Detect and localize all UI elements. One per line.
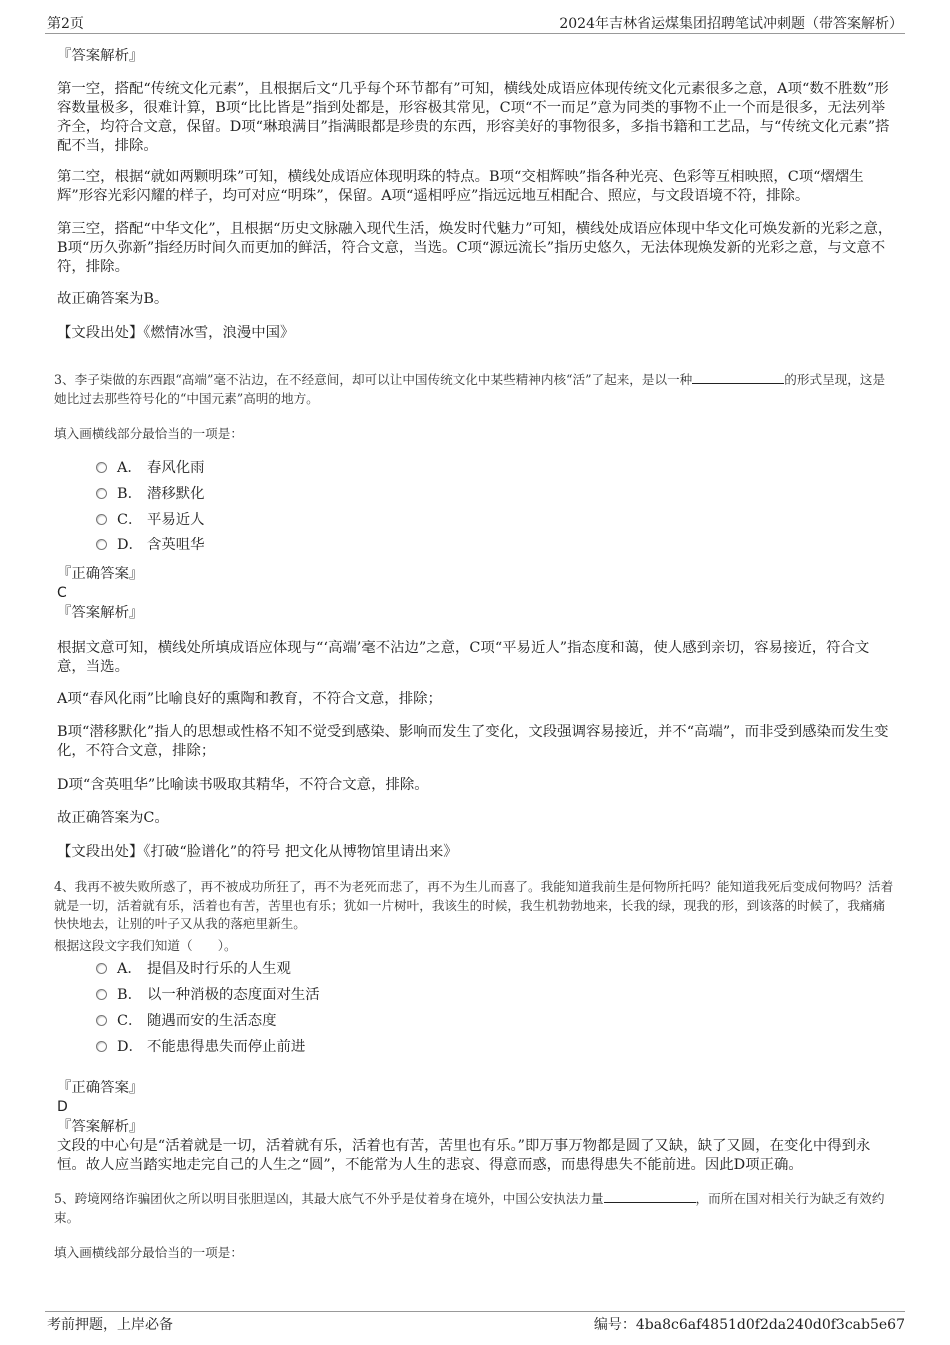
q4-analysis-label: 『答案解析』 bbox=[57, 1119, 144, 1135]
q4-stem: 4、我再不被失败所惑了，再不被成功所狂了，再不为老死而悲了，再不为生儿而喜了。我能知道我前生是何物所托吗？能知道我死后变成何物吗？活着就是一切，活着就有乐，活着也有苦，苦里也有乐；犹如一片树叶，我该生的时候，我生机勃勃地来，长我的绿，现我的形，到该落的时候了，我痛痛快快地去，让别的叶子又从我的落疤里新生。 bbox=[54, 879, 894, 931]
radio-icon[interactable] bbox=[96, 514, 107, 525]
q5-prompt: 填入画横线部分最恰当的一项是： bbox=[54, 1245, 243, 1260]
q4-prompt: 根据这段文字我们知道（ ）。 bbox=[54, 938, 237, 953]
q3-analysis-para2: A项“春风化雨”比喻良好的熏陶和教育，不符合文意，排除； bbox=[57, 691, 442, 707]
radio-icon[interactable] bbox=[96, 462, 107, 473]
q3-option-d[interactable]: D． 含英咀华 bbox=[96, 535, 205, 555]
q4-option-c[interactable]: C． 随遇而安的生活态度 bbox=[96, 1011, 277, 1031]
q2-analysis-para1: 第一空，搭配“传统文化元素”，且根据后文“几乎每个环节都有”可知，横线处成语应体现传统文化元素很多之意，A项“数不胜数”形容数量极多，很难计算，B项“比比皆是”指到处都是，形容极其常见，C项“不一而足”意为同类的事物不止一个而是很多，无法列举齐全，均符合文意，保留。D项“琳琅满目”指满眼都是珍贵的东西，形容美好的事物很多，多指书籍和工艺品，与“传统文化元素”搭配不当，排除。 bbox=[57, 81, 890, 154]
q3-correct-answer: C bbox=[57, 585, 67, 601]
document-id: 编号：4ba8c6af4851d0f2da240d0f3cab5e67 bbox=[593, 1317, 905, 1333]
radio-icon[interactable] bbox=[96, 488, 107, 499]
fill-blank bbox=[692, 371, 784, 384]
q2-analysis-para3: 第三空，搭配“中华文化”，且根据“历史文脉融入现代生活，焕发时代魅力”可知，横线处成语应体现中华文化可焕发新的光彩之意，B项“历久弥新”指经历时间久而更加的鲜活，符合文意，当选。C项“源远流长”指历史悠久，无法体现焕发新的光彩之意，与文意不符，排除。 bbox=[57, 221, 893, 275]
q4-option-a[interactable]: A． 提倡及时行乐的人生观 bbox=[96, 959, 291, 979]
q2-analysis-label: 『答案解析』 bbox=[57, 48, 144, 64]
radio-icon[interactable] bbox=[96, 1041, 107, 1052]
q2-source: 【文段出处】《燃情冰雪，浪漫中国》 bbox=[57, 325, 295, 341]
q2-conclusion: 故正确答案为B。 bbox=[57, 291, 169, 307]
q3-option-c[interactable]: C． 平易近人 bbox=[96, 510, 205, 530]
radio-icon[interactable] bbox=[96, 963, 107, 974]
q3-analysis-para3: B项“潜移默化”指人的思想或性格不知不觉受到感染、影响而发生了变化，文段强调容易接近，并不“高端”，而非受到感染而发生变化，不符合文意，排除； bbox=[57, 724, 889, 759]
q3-option-a[interactable]: A． 春风化雨 bbox=[96, 458, 205, 478]
document-title: 2024年吉林省运煤集团招聘笔试冲刺题（带答案解析） bbox=[559, 16, 903, 32]
q4-correct-answer: D bbox=[57, 1099, 68, 1115]
q3-analysis-para1: 根据文意可知，横线处所填成语应体现与“‘高端’毫不沾边”之意，C项“平易近人”指态度和蔼，使人感到亲切，容易接近，符合文意，当选。 bbox=[57, 640, 870, 675]
radio-icon[interactable] bbox=[96, 989, 107, 1000]
header-divider bbox=[45, 33, 905, 34]
q3-correct-label: 『正确答案』 bbox=[57, 566, 144, 582]
q3-prompt: 填入画横线部分最恰当的一项是： bbox=[54, 426, 243, 441]
q3-analysis-para4: D项“含英咀华”比喻读书吸取其精华，不符合文意，排除。 bbox=[57, 777, 429, 793]
q5-stem: 5、跨境网络诈骗团伙之所以明目张胆逞凶，其最大底气不外乎是仗着身在境外，中国公安执法力量 ，而所在国对相关行为缺乏有效约束。 bbox=[54, 1191, 885, 1225]
footer-slogan: 考前押题，上岸必备 bbox=[47, 1317, 173, 1333]
q3-conclusion: 故正确答案为C。 bbox=[57, 810, 169, 826]
q3-option-b[interactable]: B． 潜移默化 bbox=[96, 484, 205, 504]
q3-source: 【文段出处】《打破“脸谱化”的符号 把文化从博物馆里请出来》 bbox=[57, 844, 458, 860]
q2-analysis-para2: 第二空，根据“就如两颗明珠”可知，横线处成语应体现明珠的特点。B项“交相辉映”指各种光亮、色彩等互相映照，C项“熠熠生辉”形容光彩闪耀的样子，均可对应“明珠”，保留。A项“遥相呼应”指远远地互相配合、照应，与文段语境不符，排除。 bbox=[57, 169, 864, 204]
radio-icon[interactable] bbox=[96, 539, 107, 550]
fill-blank bbox=[604, 1190, 696, 1203]
q4-analysis: 文段的中心句是“活着就是一切，活着就有乐，活着也有苦，苦里也有乐。”即万事万物都是圆了又缺，缺了又圆，在变化中得到永恒。故人应当踏实地走完自己的人生之“圆”，不能常为人生的悲哀、得意而惑，而患得患失不能前进。因此D项正确。 bbox=[57, 1138, 871, 1173]
radio-icon[interactable] bbox=[96, 1015, 107, 1026]
q3-analysis-label: 『答案解析』 bbox=[57, 605, 144, 621]
q4-option-d[interactable]: D． 不能患得患失而停止前进 bbox=[96, 1037, 305, 1057]
footer-divider bbox=[45, 1311, 905, 1312]
q4-correct-label: 『正确答案』 bbox=[57, 1080, 144, 1096]
page-number: 第2页 bbox=[47, 16, 84, 32]
q3-stem: 3、李子柒做的东西跟“高端”毫不沾边，在不经意间，却可以让中国传统文化中某些精神内核“活”了起来，是以一种 的形式呈现，这是她比过去那些符号化的“中国元素”高明的地方。 bbox=[54, 372, 886, 406]
q4-option-b[interactable]: B． 以一种消极的态度面对生活 bbox=[96, 985, 320, 1005]
